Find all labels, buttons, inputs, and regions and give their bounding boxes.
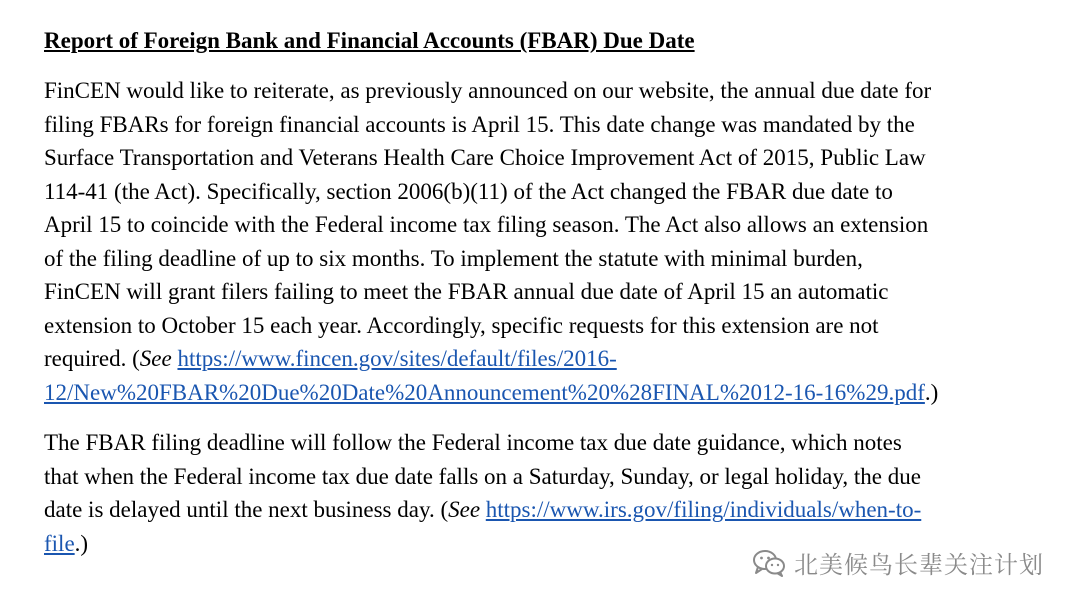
see-italic: See xyxy=(139,346,172,371)
see-italic: See xyxy=(448,497,481,522)
text-line: filing FBARs for foreign financial accounts is April 15. This date change was mandated by the xyxy=(44,111,915,137)
text-line xyxy=(44,493,1044,527)
watermark-text: 北美候鸟长辈关注计划 xyxy=(794,551,1044,579)
text-fragment: .) xyxy=(74,530,89,556)
text-line xyxy=(44,376,1044,410)
text-fragment: .) xyxy=(924,379,939,405)
fincen-announcement-link[interactable]: https://www.fincen.gov/sites/default/files/2016- xyxy=(177,346,617,371)
text-line xyxy=(44,342,1044,376)
wechat-icon xyxy=(752,549,786,577)
text-line: Surface Transportation and Veterans Health Care Choice Improvement Act of 2015, Public Law xyxy=(44,145,926,170)
text-line: that when the Federal income tax due date falls on a Saturday, Sunday, or legal holiday, the due xyxy=(44,463,921,489)
text-line: 114-41 (the Act). Specifically, section 2006(b)(11) of the Act changed the FBAR due date to xyxy=(44,178,893,204)
text-line: extension to October 15 each year. Accordingly, specific requests for this extension are not xyxy=(44,312,879,338)
irs-when-to-file-link-continued[interactable]: file xyxy=(44,530,75,556)
text-line: of the filing deadline of up to six months. To implement the statute with minimal burden, xyxy=(44,245,863,271)
paragraph-irs-guidance xyxy=(44,426,1044,560)
text-line: April 15 to coincide with the Federal income tax filing season. The Act also allows an extension xyxy=(44,212,929,237)
text-line: FinCEN would like to reiterate, as previously announced on our website, the annual due date for xyxy=(44,78,932,103)
paragraph-fincen-announcement xyxy=(44,74,1044,409)
document xyxy=(44,24,1044,560)
fincen-announcement-link-continued[interactable]: 12/New%20FBAR%20Due%20Date%20Announcement%20%28FINAL%2012-16-16%29.pdf xyxy=(44,379,925,405)
text-fragment: required. ( xyxy=(44,346,140,371)
text-line: The FBAR filing deadline will follow the Federal income tax due date guidance, which notes xyxy=(44,430,902,455)
text-fragment: date is delayed until the next business day. ( xyxy=(44,497,449,522)
irs-when-to-file-link[interactable]: https://www.irs.gov/filing/individuals/when-to- xyxy=(485,497,922,522)
text-line: FinCEN will grant filers failing to meet the FBAR annual due date of April 15 an automatic xyxy=(44,279,889,304)
document-heading: Report of Foreign Bank and Financial Accounts (FBAR) Due Date xyxy=(44,28,695,53)
watermark xyxy=(752,545,1044,580)
